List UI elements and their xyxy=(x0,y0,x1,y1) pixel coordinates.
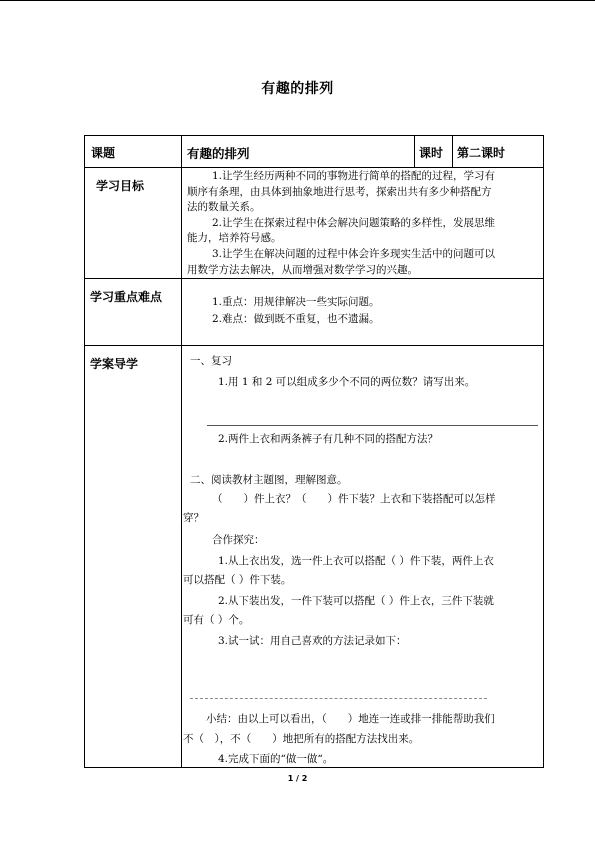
reading-line-1: （ ）件上衣？（ ）件下装？上衣和下装搭配可以怎样 xyxy=(212,493,496,505)
row-divider-3 xyxy=(84,345,544,346)
table-border-right xyxy=(543,135,544,768)
explore-1-line-a: 1.从上衣出发，选一件上衣可以搭配（ ）件下装，两件上衣 xyxy=(218,555,494,567)
page-number: 1 / 2 xyxy=(287,774,308,783)
cooperative-inquiry-heading: 合作探究： xyxy=(212,534,265,546)
objective-line: 1.让学生经历两种不同的事物进行简单的搭配的过程，学习有 xyxy=(212,170,496,182)
period-value: 第二课时 xyxy=(457,146,506,160)
objective-line: 3.让学生在解决问题的过程中体会许多现实生活中的问题可以 xyxy=(212,248,496,260)
review-question-2: 2.两件上衣和两条裤子有几种不同的搭配方法？ xyxy=(218,433,439,445)
objective-line: 能力，培养符号感。 xyxy=(187,232,282,245)
reading-heading: 二、阅读教材主题图，理解图意。 xyxy=(190,474,348,486)
guide-label: 学案导学 xyxy=(90,357,139,371)
explore-3-line: 3.试一试：用自己喜欢的方法记录如下： xyxy=(218,635,407,647)
review-question-1: 1.用 1 和 2 可以组成多少个不同的两位数？请写出来。 xyxy=(218,376,476,388)
reading-line-2: 穿？ xyxy=(183,512,204,524)
summary-line-b: 不（ ），不（ ）地把所有的搭配方法找出来。 xyxy=(183,733,420,745)
topic-value: 有趣的排列 xyxy=(187,146,250,161)
table-border-left xyxy=(84,135,85,768)
row-divider-1 xyxy=(84,167,544,168)
row-divider-2 xyxy=(84,278,544,279)
objective-line: 顺序有条理，由具体到抽象地进行思考，探索出共有多少种搭配方 xyxy=(187,185,492,198)
objective-line: 法的数量关系。 xyxy=(187,201,261,214)
explore-1-line-b: 可以搭配（ ）件下装。 xyxy=(183,574,292,586)
table-border-top xyxy=(84,135,544,136)
recording-dashed-line xyxy=(190,698,487,699)
period-value-divider xyxy=(452,135,453,167)
summary-line-a: 小结：由以上可以看出，（ ）地连一连或排一排能帮助我们 xyxy=(206,713,495,725)
page-top-rule xyxy=(0,0,595,1)
objective-line: 2.让学生在探索过程中体会解决问题策略的多样性，发展思维 xyxy=(212,216,496,229)
key-points-label: 学习重点难点 xyxy=(90,290,163,304)
explore-2-line-a: 2.从下装出发，一件下装可以搭配（ ）件上衣，三件下装就 xyxy=(218,595,494,607)
objectives-label: 学习目标 xyxy=(96,179,145,193)
period-label-divider xyxy=(414,135,415,167)
answer-line xyxy=(207,425,538,426)
objective-line: 用数学方法去解决，从而增强对数学学习的兴趣。 xyxy=(187,263,418,276)
task-4-line: 4.完成下面的“做一做“。 xyxy=(218,753,334,765)
label-column-divider xyxy=(181,135,182,768)
explore-2-line-b: 可有（ ）个。 xyxy=(183,614,250,626)
key-point-line: 1.重点：用规律解决一些实际问题。 xyxy=(212,296,380,308)
period-label: 课时 xyxy=(419,146,444,160)
topic-label: 课题 xyxy=(91,146,116,160)
key-point-line: 2.难点：做到既不重复，也不遗漏。 xyxy=(212,313,380,325)
review-heading: 一、复习 xyxy=(190,355,232,367)
document-title: 有趣的排列 xyxy=(261,81,334,97)
